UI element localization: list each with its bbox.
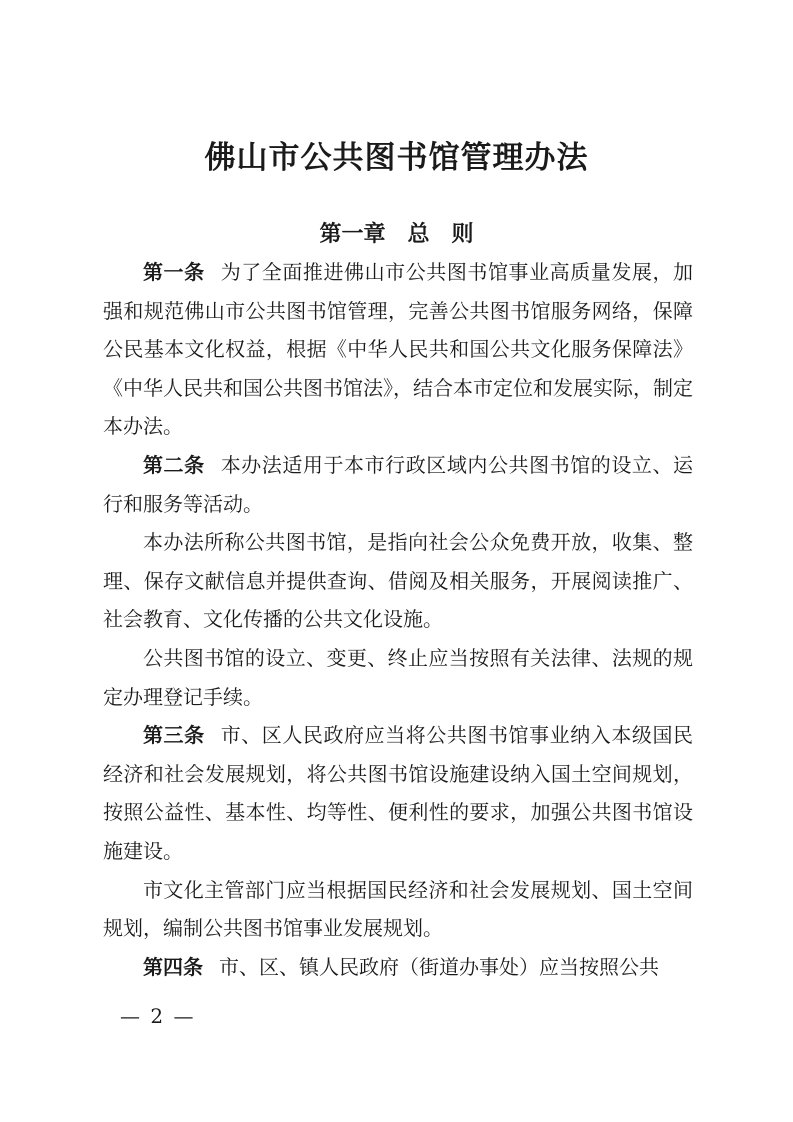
article-number: 第一条 (143, 260, 205, 284)
paragraph (103, 871, 693, 948)
article-number: 第四条 (143, 954, 203, 979)
paragraph-text: 市、区人民政府应当将公共图书馆事业纳入本级国民经济和社会发展规划，将公共图书馆设施建设纳入国土空间规划，按照公益性、基本性、均等性、便利性的要求，加强公共图书馆设施建设。 (103, 723, 694, 863)
paragraph (103, 253, 693, 446)
paragraph (103, 716, 693, 870)
article-number: 第三条 (143, 723, 205, 748)
chapter-heading: 第一章 总 则 (319, 221, 474, 247)
page-number: — 2 — (120, 1004, 196, 1028)
article-number: 第二条 (143, 452, 205, 477)
paragraph-text: 市、区、镇人民政府（街道办事处）应当按照公共 (219, 954, 659, 979)
paragraph (103, 639, 693, 716)
paragraph-text: 为了全面推进佛山市公共图书馆事业高质量发展，加强和规范佛山市公共图书馆管理，完善公共图书馆服务网络，保障公民基本文化权益，根据《中华人民共和国公共文化服务保障法》《中华人民共和国公共图书馆法》，结合本市定位和发展实际，制定本办法。 (103, 260, 694, 439)
document-body (103, 253, 693, 986)
paragraph (103, 523, 693, 639)
paragraph-text: 公共图书馆的设立、变更、终止应当按照有关法律、法规的规定办理登记手续。 (103, 645, 693, 709)
paragraph (103, 948, 693, 987)
paragraph-text: 市文化主管部门应当根据国民经济和社会发展规划、国土空间规划，编制公共图书馆事业发展规划。 (103, 877, 693, 941)
paragraph-text: 本办法所称公共图书馆，是指向社会公众免费开放，收集、整理、保存文献信息并提供查询、借阅及相关服务，开展阅读推广、社会教育、文化传播的公共文化设施。 (103, 530, 693, 632)
paragraph (103, 446, 693, 523)
paragraph-text: 本办法适用于本市行政区域内公共图书馆的设立、运行和服务等活动。 (103, 452, 694, 516)
document-title: 佛山市公共图书馆管理办法 (204, 140, 589, 176)
